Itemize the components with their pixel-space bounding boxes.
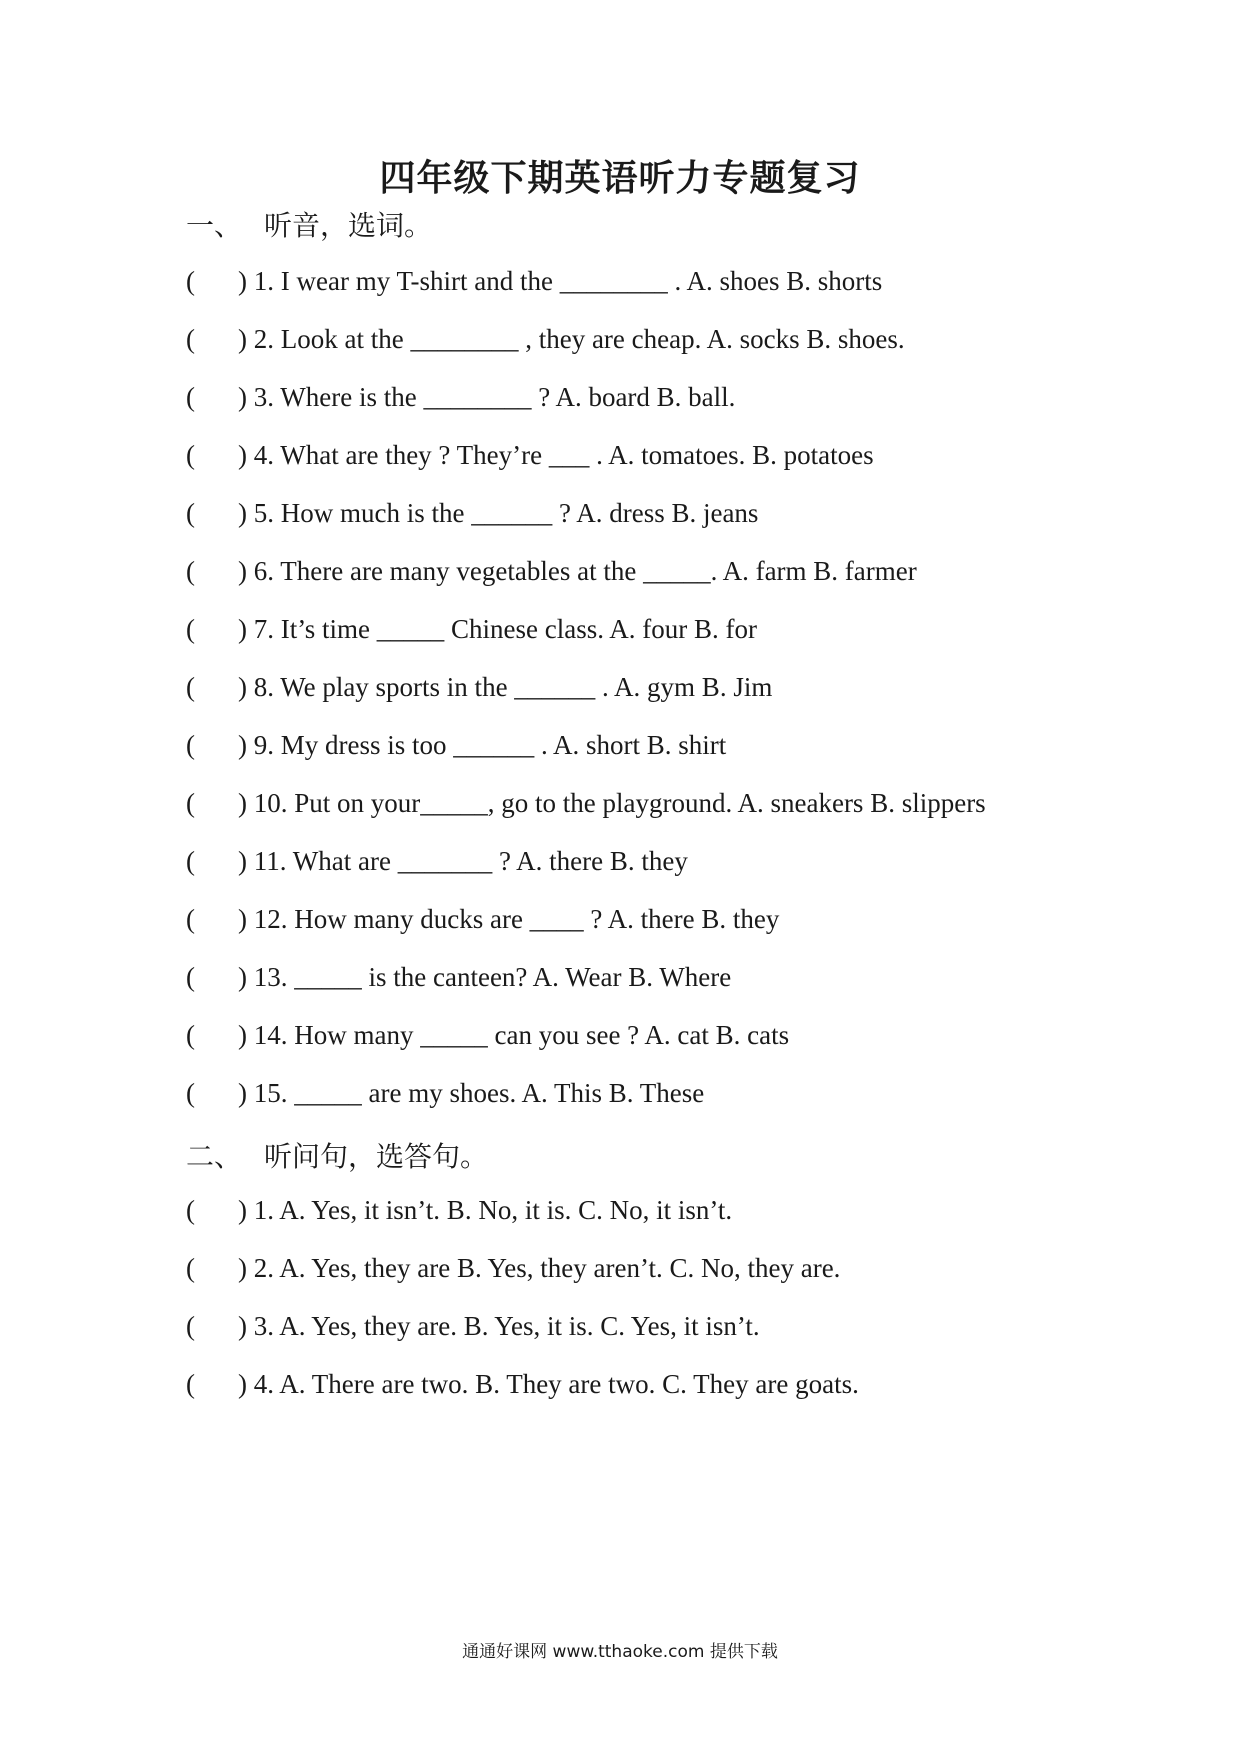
answer-paren-open: (	[186, 672, 195, 702]
answer-paren-close: )	[238, 266, 247, 296]
question-row	[186, 613, 757, 645]
answer-paren-open: (	[186, 730, 195, 760]
answer-paren-close: )	[238, 788, 247, 818]
answer-paren-close: )	[238, 1078, 247, 1108]
section-heading-2	[186, 1135, 488, 1175]
answer-paren-close: )	[238, 1020, 247, 1050]
answer-paren-open: (	[186, 1078, 195, 1108]
answer-paren-close: )	[238, 1253, 247, 1283]
question-text: 3. A. Yes, they are. B. Yes, it is. C. Yes, it isn’t.	[253, 1311, 760, 1341]
section-number: 一、	[186, 209, 243, 242]
answer-paren-open: (	[186, 614, 195, 644]
answer-paren-open: (	[186, 1311, 195, 1341]
question-text: 15. _____ are my shoes. A. This B. These	[253, 1078, 705, 1108]
question-text: 3. Where is the ________ ? A. board B. ball.	[253, 382, 736, 412]
question-text: 6. There are many vegetables at the _____. A. farm B. farmer	[253, 556, 917, 586]
answer-paren-close: )	[238, 904, 247, 934]
question-row	[186, 961, 731, 993]
question-text: 8. We play sports in the ______ . A. gym B. Jim	[253, 672, 773, 702]
answer-paren-close: )	[238, 556, 247, 586]
question-text: 12. How many ducks are ____ ? A. there B. they	[253, 904, 780, 934]
answer-paren-close: )	[238, 846, 247, 876]
answer-paren-open: (	[186, 1253, 195, 1283]
answer-paren-close: )	[238, 962, 247, 992]
question-row	[186, 1252, 840, 1284]
answer-paren-open: (	[186, 324, 195, 354]
answer-paren-close: )	[238, 382, 247, 412]
question-row	[186, 265, 882, 297]
answer-paren-open: (	[186, 266, 195, 296]
answer-paren-close: )	[238, 730, 247, 760]
answer-paren-close: )	[238, 1369, 247, 1399]
question-text: 7. It’s time _____ Chinese class. A. four B. for	[253, 614, 757, 644]
footer-source-text: 通通好课网 www.tthaoke.com 提供下载	[462, 1642, 778, 1662]
answer-paren-open: (	[186, 382, 195, 412]
question-row	[186, 497, 758, 529]
answer-paren-open: (	[186, 1020, 195, 1050]
answer-paren-close: )	[238, 498, 247, 528]
question-text: 11. What are _______ ? A. there B. they	[253, 846, 688, 876]
answer-paren-open: (	[186, 962, 195, 992]
question-row	[186, 1019, 789, 1051]
question-text: 13. _____ is the canteen? A. Wear B. Where	[253, 962, 732, 992]
answer-paren-close: )	[238, 614, 247, 644]
question-text: 2. Look at the ________ , they are cheap. A. socks B. shoes.	[253, 324, 905, 354]
answer-paren-close: )	[238, 672, 247, 702]
answer-paren-close: )	[238, 1195, 247, 1225]
question-text: 5. How much is the ______ ? A. dress B. jeans	[253, 498, 759, 528]
question-text: 1. A. Yes, it isn’t. B. No, it is. C. No, it isn’t.	[253, 1195, 733, 1225]
question-row	[186, 439, 874, 471]
section-number: 二、	[186, 1140, 243, 1173]
question-row	[186, 729, 726, 761]
section-label: 听音，选词。	[264, 209, 433, 242]
question-row	[186, 555, 917, 587]
question-row	[186, 381, 735, 413]
question-text: 2. A. Yes, they are B. Yes, they aren’t. C. No, they are.	[253, 1253, 841, 1283]
answer-paren-close: )	[238, 1311, 247, 1341]
question-row	[186, 323, 905, 355]
answer-paren-close: )	[238, 324, 247, 354]
question-text: 1. I wear my T-shirt and the ________ . A. shoes B. shorts	[253, 266, 883, 296]
question-row	[186, 1194, 732, 1226]
question-row	[186, 1368, 859, 1400]
question-row	[186, 671, 772, 703]
question-row	[186, 1310, 760, 1342]
answer-paren-open: (	[186, 788, 195, 818]
answer-paren-open: (	[186, 904, 195, 934]
section-label: 听问句，选答句。	[264, 1140, 489, 1173]
question-text: 14. How many _____ can you see ? A. cat B. cats	[253, 1020, 790, 1050]
answer-paren-open: (	[186, 1195, 195, 1225]
answer-paren-open: (	[186, 1369, 195, 1399]
question-row	[186, 903, 779, 935]
question-row	[186, 1077, 704, 1109]
question-text: 10. Put on your_____, go to the playground. A. sneakers B. slippers	[253, 788, 986, 818]
answer-paren-open: (	[186, 846, 195, 876]
section-heading-1	[186, 204, 432, 244]
question-text: 4. A. There are two. B. They are two. C. They are goats.	[253, 1369, 859, 1399]
page-title: 四年级下期英语听力专题复习	[379, 158, 861, 199]
answer-paren-open: (	[186, 440, 195, 470]
answer-paren-close: )	[238, 440, 247, 470]
answer-paren-open: (	[186, 556, 195, 586]
question-row	[186, 845, 688, 877]
question-text: 4. What are they ? They’re ___ . A. tomatoes. B. potatoes	[253, 440, 874, 470]
answer-paren-open: (	[186, 498, 195, 528]
question-row	[186, 787, 986, 819]
question-text: 9. My dress is too ______ . A. short B. shirt	[253, 730, 727, 760]
